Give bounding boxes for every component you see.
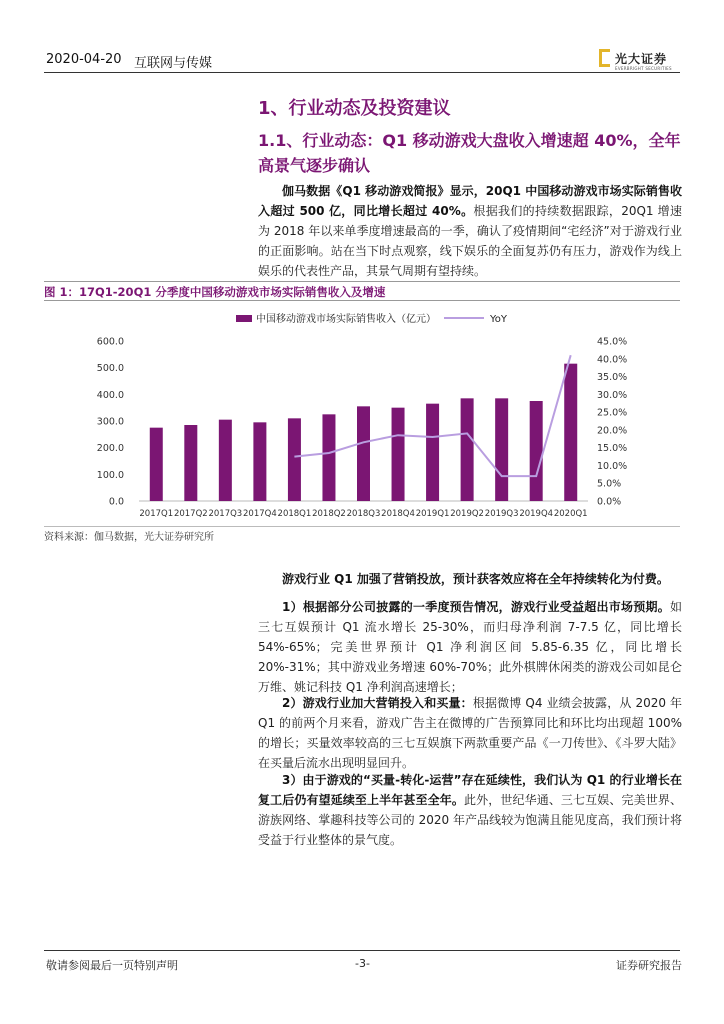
subsection-heading: 1.1、行业动态：Q1 移动游戏大盘收入增速超 40%，全年高景气逐步确认 xyxy=(258,131,681,175)
figure-source: 资料来源：伽马数据，光大证券研究所 xyxy=(44,532,214,543)
body-p3-bold: 2）游戏行业加大营销投入和买量： xyxy=(282,696,473,710)
x-axis-tick-label: 2017Q3 xyxy=(208,509,243,519)
body-paragraph-2 xyxy=(258,597,682,697)
x-axis-tick-label: 2020Q1 xyxy=(553,509,588,519)
revenue-bar xyxy=(426,404,439,501)
intro-bold: 伽马数据《Q1 移动游戏简报》显示，20Q1 中国移动游戏市场实际销售收入超过 500 亿，同比增长超过 40%。 xyxy=(258,184,682,218)
section-heading: 1、行业动态及投资建议 xyxy=(258,98,451,119)
body-p4-bold: 3）由于游戏的“买量-转化-运营”存在延续性，我们认为 Q1 的行业增长在复工后仍有望延续至上半年甚至全年。 xyxy=(258,773,682,807)
chart-legend xyxy=(236,312,508,325)
x-axis-tick-label: 2017Q1 xyxy=(139,509,174,519)
body-paragraph-1 xyxy=(258,569,682,589)
revenue-bar xyxy=(288,418,301,501)
x-axis-tick-label: 2019Q4 xyxy=(519,509,554,519)
revenue-chart xyxy=(44,305,680,523)
page-number: -3- xyxy=(355,957,370,970)
right-axis-tick-label: 5.0% xyxy=(597,478,622,490)
footer-report-type: 证券研究报告 xyxy=(616,959,682,972)
right-axis-tick-label: 10.0% xyxy=(597,460,628,472)
left-axis-tick-label: 100.0 xyxy=(96,469,124,481)
intro-paragraph xyxy=(258,181,682,281)
logo-mark-icon xyxy=(599,49,610,67)
revenue-bar xyxy=(150,428,163,501)
right-axis-tick-label: 15.0% xyxy=(597,443,628,455)
body-p1-bold: 游戏行业 Q1 加强了营销投放，预计获客效应将在全年持续转化为付费。 xyxy=(282,572,669,586)
left-axis-tick-label: 0.0 xyxy=(108,496,124,508)
left-axis-tick-label: 600.0 xyxy=(96,336,124,348)
revenue-bar xyxy=(322,414,335,501)
report-sector: 互联网与传媒 xyxy=(134,56,213,71)
revenue-bar xyxy=(219,420,232,501)
left-axis-tick-label: 200.0 xyxy=(96,443,124,455)
x-axis-tick-label: 2017Q2 xyxy=(173,509,208,519)
legend-label-revenue: 中国移动游戏市场实际销售收入（亿元） xyxy=(256,314,436,325)
brand-logo xyxy=(599,49,672,71)
figure-title: 图 1：17Q1-20Q1 分季度中国移动游戏市场实际销售收入及增速 xyxy=(44,285,386,299)
body-p4-text: 此外，世纪华通、三七互娱、完美世界、游族网络、掌趣科技等公司的 2020 年产品线较为饱满且能见度高，我们预计将受益于行业整体的景气度。 xyxy=(258,793,682,847)
body-p3-text: 根据微博 Q4 业绩会披露，从 2020 年 Q1 的前两个月来看，游戏广告主在微博的广告预算同比和环比均出现超 100%的增长；买量效率较高的三七互娱旗下两款重要产品《一刀传世》、《斗罗大陆》在买量后流水出现明显回升。 xyxy=(258,696,682,770)
revenue-bar xyxy=(357,406,370,501)
figure-top-rule xyxy=(44,281,680,282)
left-axis-tick-label: 300.0 xyxy=(96,416,124,428)
figure-bottom-rule xyxy=(44,526,680,527)
right-axis-tick-label: 20.0% xyxy=(597,425,628,437)
legend-label-yoy: YoY xyxy=(490,314,508,325)
right-axis-tick-label: 0.0% xyxy=(597,496,622,508)
body-paragraph-4 xyxy=(258,770,682,850)
revenue-bar xyxy=(564,364,577,501)
logo-subtext: EVERBRIGHT SECURITIES xyxy=(615,66,672,71)
left-axis-tick-label: 500.0 xyxy=(96,363,124,375)
report-date: 2020-04-20 xyxy=(46,52,122,67)
intro-text: 根据我们的持续数据跟踪，20Q1 增速为 2018 年以来单季度增速最高的一季，确认了疫情期间“宅经济”对于游戏行业的正面影响。站在当下时点观察，线下娱乐的全面复苏仍有压力，游戏作为线上娱乐的代表性产品，其景气周期有望持续。 xyxy=(258,204,682,278)
x-axis-tick-label: 2019Q3 xyxy=(484,509,519,519)
footer-disclaimer: 敬请参阅最后一页特别声明 xyxy=(46,959,178,972)
x-axis-tick-label: 2018Q1 xyxy=(277,509,312,519)
body-p2-text: 如三七互娱预计 Q1 流水增长 25-30%，而归母净利润 7-7.5 亿，同比增长 54%-65%；完美世界预计 Q1 净利润区间 5.85-6.35 亿，同比增长 20%-31%；其中游戏业务增速 60%-70%；此外棋牌休闲类的游戏公司如昆仑万维、姚记科技 Q1 净利润高速增长； xyxy=(258,600,682,694)
legend-swatch-revenue xyxy=(236,315,252,322)
x-axis-tick-label: 2018Q2 xyxy=(312,509,346,519)
right-axis-tick-label: 30.0% xyxy=(597,389,628,401)
x-axis-tick-label: 2018Q4 xyxy=(381,509,415,519)
body-p2-bold: 1）根据部分公司披露的一季度预告情况，游戏行业受益超出市场预期。 xyxy=(282,600,670,614)
figure-title-rule xyxy=(44,300,680,301)
left-axis-tick-label: 400.0 xyxy=(96,389,124,401)
x-axis-tick-label: 2018Q3 xyxy=(346,509,381,519)
right-axis-tick-label: 45.0% xyxy=(597,336,628,348)
logo-text: 光大证券 xyxy=(615,51,668,66)
x-axis-tick-label: 2019Q2 xyxy=(450,509,484,519)
revenue-bar xyxy=(253,422,266,501)
x-axis-tick-label: 2017Q4 xyxy=(243,509,277,519)
right-axis-tick-label: 35.0% xyxy=(597,372,628,384)
footer-divider xyxy=(44,950,680,951)
revenue-bar xyxy=(461,398,474,501)
right-axis-tick-label: 40.0% xyxy=(597,354,628,366)
header-divider xyxy=(44,72,680,73)
revenue-bar xyxy=(184,425,197,501)
x-axis-tick-label: 2019Q1 xyxy=(415,509,450,519)
revenue-bar xyxy=(392,408,405,501)
body-paragraph-3 xyxy=(258,693,682,773)
revenue-bar xyxy=(495,398,508,501)
revenue-bar xyxy=(530,401,543,501)
right-axis-tick-label: 25.0% xyxy=(597,407,628,419)
